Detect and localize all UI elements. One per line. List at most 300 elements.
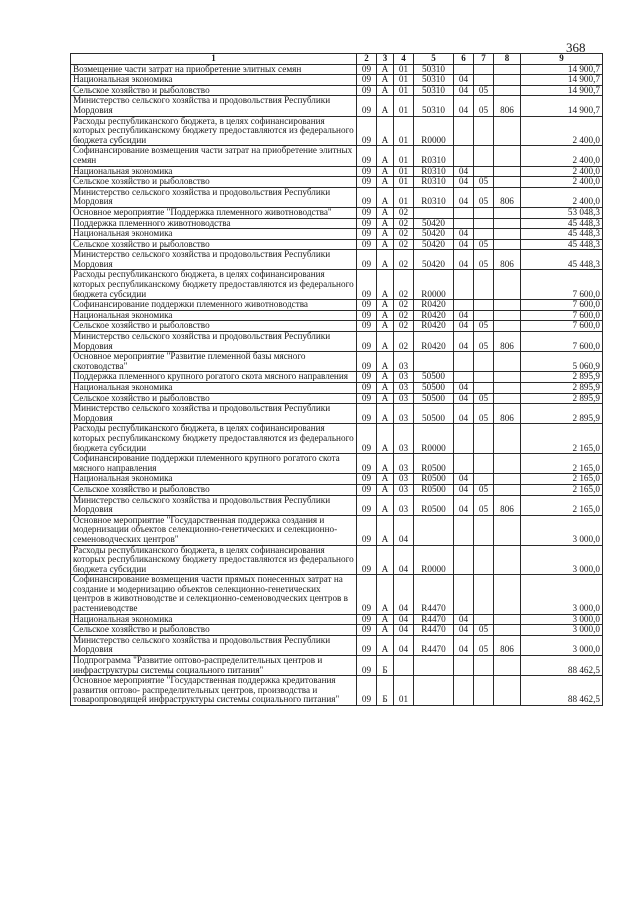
program-code-cell: 09: [357, 656, 377, 676]
amount-cell: 2 400,0: [521, 146, 603, 166]
subsection-code-cell: [474, 676, 494, 706]
subsection-code-cell: [474, 116, 494, 146]
amount-cell: 7 600,0: [521, 310, 603, 321]
program-code-cell: 09: [357, 166, 377, 177]
ministry-code-cell: [494, 352, 521, 372]
event-code-cell: 01: [394, 166, 414, 177]
section-code-cell: 04: [454, 484, 474, 495]
amount-cell: 3 000,0: [521, 625, 603, 636]
subsection-code-cell: 05: [474, 393, 494, 404]
amount-cell: 45 448,3: [521, 218, 603, 229]
amount-cell: 2 165,0: [521, 474, 603, 485]
row-name-cell: Расходы республиканского бюджета, в целях софинансирования которых республиканскому бюджету предоставляются из федерального бюджета субсидии: [71, 116, 357, 146]
direction-code-cell: 50310: [414, 75, 454, 86]
table-row: [71, 575, 603, 614]
ministry-code-cell: [494, 146, 521, 166]
program-code-cell: 09: [357, 625, 377, 636]
subsection-code-cell: [474, 352, 494, 372]
program-code-cell: 09: [357, 116, 377, 146]
direction-code-cell: 50420: [414, 218, 454, 229]
amount-cell: 3 000,0: [521, 614, 603, 625]
event-code-cell: 03: [394, 383, 414, 394]
amount-cell: 2 895,9: [521, 393, 603, 404]
program-code-cell: 09: [357, 383, 377, 394]
table-row: [71, 229, 603, 240]
row-name-cell: Сельское хозяйство и рыболовство: [71, 239, 357, 250]
event-code-cell: 03: [394, 474, 414, 485]
ministry-code-cell: 806: [494, 250, 521, 270]
row-name-cell: Подпрограмма "Развитие оптово-распределительных центров и инфраструктуры системы социального питания": [71, 656, 357, 676]
table-row: [71, 332, 603, 352]
ministry-code-cell: [494, 625, 521, 636]
ministry-code-cell: 806: [494, 187, 521, 207]
ministry-code-cell: [494, 372, 521, 383]
direction-code-cell: R0310: [414, 187, 454, 207]
amount-cell: 2 895,9: [521, 383, 603, 394]
subprogram-code-cell: А: [377, 614, 394, 625]
subsection-code-cell: 05: [474, 177, 494, 188]
subsection-code-cell: 05: [474, 250, 494, 270]
subprogram-code-cell: А: [377, 372, 394, 383]
header-cell: 5: [414, 54, 454, 65]
section-code-cell: 04: [454, 310, 474, 321]
event-code-cell: 02: [394, 300, 414, 311]
ministry-code-cell: [494, 270, 521, 300]
direction-code-cell: R0500: [414, 484, 454, 495]
event-code-cell: 04: [394, 614, 414, 625]
row-name-cell: Расходы республиканского бюджета, в целях софинансирования которых республиканскому бюджету предоставляются из федерального бюджета субсидии: [71, 270, 357, 300]
section-code-cell: 04: [454, 495, 474, 515]
ministry-code-cell: [494, 656, 521, 676]
section-code-cell: [454, 545, 474, 575]
direction-code-cell: R0310: [414, 166, 454, 177]
direction-code-cell: R0000: [414, 424, 454, 454]
ministry-code-cell: [494, 321, 521, 332]
ministry-code-cell: [494, 676, 521, 706]
row-name-cell: Министерство сельского хозяйства и продовольствия Республики Мордовия: [71, 187, 357, 207]
event-code-cell: 01: [394, 676, 414, 706]
event-code-cell: 02: [394, 218, 414, 229]
program-code-cell: 09: [357, 474, 377, 485]
section-code-cell: 04: [454, 614, 474, 625]
subprogram-code-cell: Б: [377, 676, 394, 706]
amount-cell: 2 165,0: [521, 484, 603, 495]
amount-cell: 2 400,0: [521, 116, 603, 146]
section-code-cell: [454, 454, 474, 474]
direction-code-cell: R4470: [414, 635, 454, 655]
table-row: [71, 372, 603, 383]
event-code-cell: 01: [394, 64, 414, 75]
table-row: [71, 625, 603, 636]
amount-cell: 2 895,9: [521, 372, 603, 383]
table-row: [71, 96, 603, 116]
subprogram-code-cell: А: [377, 96, 394, 116]
subprogram-code-cell: А: [377, 424, 394, 454]
amount-cell: 2 165,0: [521, 424, 603, 454]
subprogram-code-cell: А: [377, 474, 394, 485]
table-row: [71, 484, 603, 495]
subsection-code-cell: 05: [474, 625, 494, 636]
section-code-cell: 04: [454, 321, 474, 332]
subsection-code-cell: [474, 545, 494, 575]
header-cell: 7: [474, 54, 494, 65]
section-code-cell: 04: [454, 635, 474, 655]
table-row: [71, 352, 603, 372]
subprogram-code-cell: А: [377, 85, 394, 96]
subprogram-code-cell: А: [377, 187, 394, 207]
subprogram-code-cell: А: [377, 383, 394, 394]
table-row: [71, 656, 603, 676]
section-code-cell: [454, 64, 474, 75]
header-cell: 2: [357, 54, 377, 65]
table-row: [71, 404, 603, 424]
row-name-cell: Национальная экономика: [71, 75, 357, 86]
ministry-code-cell: [494, 424, 521, 454]
section-code-cell: [454, 424, 474, 454]
amount-cell: 7 600,0: [521, 300, 603, 311]
program-code-cell: 09: [357, 484, 377, 495]
event-code-cell: 01: [394, 177, 414, 188]
ministry-code-cell: [494, 310, 521, 321]
subsection-code-cell: [474, 474, 494, 485]
row-name-cell: Расходы республиканского бюджета, в целях софинансирования которых республиканскому бюджету предоставляются из федерального бюджета субсидии: [71, 424, 357, 454]
row-name-cell: Национальная экономика: [71, 166, 357, 177]
table-row: [71, 270, 603, 300]
subprogram-code-cell: Б: [377, 656, 394, 676]
subsection-code-cell: [474, 207, 494, 218]
program-code-cell: 09: [357, 575, 377, 614]
amount-cell: 88 462,5: [521, 676, 603, 706]
subprogram-code-cell: А: [377, 575, 394, 614]
table-row: [71, 146, 603, 166]
subprogram-code-cell: А: [377, 404, 394, 424]
program-code-cell: 09: [357, 310, 377, 321]
subsection-code-cell: [474, 614, 494, 625]
direction-code-cell: 50500: [414, 372, 454, 383]
row-name-cell: Сельское хозяйство и рыболовство: [71, 393, 357, 404]
row-name-cell: Расходы республиканского бюджета, в целях софинансирования которых республиканскому бюджету предоставляются из федерального бюджета субсидии: [71, 545, 357, 575]
amount-cell: 3 000,0: [521, 545, 603, 575]
ministry-code-cell: 806: [494, 495, 521, 515]
subsection-code-cell: 05: [474, 85, 494, 96]
subsection-code-cell: [474, 300, 494, 311]
amount-cell: 88 462,5: [521, 656, 603, 676]
subsection-code-cell: [474, 515, 494, 545]
program-code-cell: 09: [357, 454, 377, 474]
section-code-cell: 04: [454, 229, 474, 240]
section-code-cell: [454, 575, 474, 614]
ministry-code-cell: [494, 64, 521, 75]
subsection-code-cell: 05: [474, 321, 494, 332]
program-code-cell: 09: [357, 218, 377, 229]
subsection-code-cell: [474, 218, 494, 229]
table-row: [71, 635, 603, 655]
subsection-code-cell: [474, 229, 494, 240]
header-cell: 1: [71, 54, 357, 65]
subsection-code-cell: 05: [474, 495, 494, 515]
section-code-cell: 04: [454, 85, 474, 96]
event-code-cell: 02: [394, 332, 414, 352]
ministry-code-cell: [494, 85, 521, 96]
direction-code-cell: 50420: [414, 229, 454, 240]
table-row: [71, 218, 603, 229]
amount-cell: 2 400,0: [521, 166, 603, 177]
row-name-cell: Министерство сельского хозяйства и продовольствия Республики Мордовия: [71, 635, 357, 655]
program-code-cell: 09: [357, 239, 377, 250]
amount-cell: 2 895,9: [521, 404, 603, 424]
subprogram-code-cell: А: [377, 166, 394, 177]
direction-code-cell: R0310: [414, 177, 454, 188]
subprogram-code-cell: А: [377, 310, 394, 321]
amount-cell: 2 165,0: [521, 454, 603, 474]
direction-code-cell: R0420: [414, 300, 454, 311]
row-name-cell: Сельское хозяйство и рыболовство: [71, 484, 357, 495]
amount-cell: 45 448,3: [521, 250, 603, 270]
row-name-cell: Национальная экономика: [71, 229, 357, 240]
row-name-cell: Национальная экономика: [71, 474, 357, 485]
subsection-code-cell: [474, 656, 494, 676]
event-code-cell: 03: [394, 393, 414, 404]
section-code-cell: [454, 116, 474, 146]
program-code-cell: 09: [357, 614, 377, 625]
row-name-cell: Софинансирование возмещения части прямых понесенных затрат на создание и модернизацию объектов селекционно-генетических центров в животноводстве и селекционно-семеноводческих центров в растениеводстве: [71, 575, 357, 614]
event-code-cell: 01: [394, 75, 414, 86]
amount-cell: 2 400,0: [521, 177, 603, 188]
row-name-cell: Основное мероприятие "Государственная поддержка создания и модернизации объектов селекционно-генетических и селекционно-семеноводческих центров": [71, 515, 357, 545]
ministry-code-cell: [494, 393, 521, 404]
program-code-cell: 09: [357, 85, 377, 96]
ministry-code-cell: [494, 177, 521, 188]
direction-code-cell: 50500: [414, 404, 454, 424]
section-code-cell: 04: [454, 177, 474, 188]
table-row: [71, 207, 603, 218]
program-code-cell: 09: [357, 404, 377, 424]
direction-code-cell: 50420: [414, 250, 454, 270]
event-code-cell: 01: [394, 96, 414, 116]
budget-table: [70, 53, 603, 706]
subprogram-code-cell: А: [377, 146, 394, 166]
program-code-cell: 09: [357, 75, 377, 86]
event-code-cell: 01: [394, 85, 414, 96]
subprogram-code-cell: А: [377, 332, 394, 352]
row-name-cell: Министерство сельского хозяйства и продовольствия Республики Мордовия: [71, 250, 357, 270]
section-code-cell: 04: [454, 187, 474, 207]
program-code-cell: 09: [357, 64, 377, 75]
program-code-cell: 09: [357, 229, 377, 240]
program-code-cell: 09: [357, 321, 377, 332]
direction-code-cell: R0500: [414, 454, 454, 474]
subprogram-code-cell: А: [377, 300, 394, 311]
section-code-cell: 04: [454, 75, 474, 86]
header-cell: 3: [377, 54, 394, 65]
program-code-cell: 09: [357, 177, 377, 188]
amount-cell: 14 900,7: [521, 75, 603, 86]
section-code-cell: 04: [454, 383, 474, 394]
event-code-cell: 03: [394, 352, 414, 372]
amount-cell: 7 600,0: [521, 270, 603, 300]
section-code-cell: 04: [454, 332, 474, 352]
table-row: [71, 116, 603, 146]
section-code-cell: [454, 270, 474, 300]
table-row: [71, 393, 603, 404]
subsection-code-cell: [474, 166, 494, 177]
program-code-cell: 09: [357, 495, 377, 515]
direction-code-cell: 50310: [414, 96, 454, 116]
subsection-code-cell: 05: [474, 239, 494, 250]
program-code-cell: 09: [357, 393, 377, 404]
ministry-code-cell: [494, 116, 521, 146]
direction-code-cell: 50500: [414, 393, 454, 404]
row-name-cell: Министерство сельского хозяйства и продовольствия Республики Мордовия: [71, 96, 357, 116]
section-code-cell: 04: [454, 404, 474, 424]
direction-code-cell: [414, 656, 454, 676]
event-code-cell: 03: [394, 404, 414, 424]
header-cell: 4: [394, 54, 414, 65]
direction-code-cell: R0420: [414, 321, 454, 332]
event-code-cell: [394, 656, 414, 676]
subprogram-code-cell: А: [377, 545, 394, 575]
section-code-cell: [454, 515, 474, 545]
subprogram-code-cell: А: [377, 352, 394, 372]
table-row: [71, 250, 603, 270]
subprogram-code-cell: А: [377, 177, 394, 188]
program-code-cell: 09: [357, 352, 377, 372]
direction-code-cell: R4470: [414, 614, 454, 625]
event-code-cell: 02: [394, 310, 414, 321]
amount-cell: 7 600,0: [521, 332, 603, 352]
row-name-cell: Поддержка племенного животноводства: [71, 218, 357, 229]
amount-cell: 7 600,0: [521, 321, 603, 332]
subsection-code-cell: [474, 310, 494, 321]
amount-cell: 45 448,3: [521, 239, 603, 250]
section-code-cell: [454, 656, 474, 676]
section-code-cell: 04: [454, 166, 474, 177]
table-row: [71, 166, 603, 177]
row-name-cell: Софинансирование поддержки племенного крупного рогатого скота мясного направления: [71, 454, 357, 474]
event-code-cell: 01: [394, 187, 414, 207]
program-code-cell: 09: [357, 545, 377, 575]
direction-code-cell: [414, 352, 454, 372]
event-code-cell: 04: [394, 635, 414, 655]
ministry-code-cell: [494, 575, 521, 614]
amount-cell: 2 165,0: [521, 495, 603, 515]
ministry-code-cell: [494, 614, 521, 625]
subprogram-code-cell: А: [377, 64, 394, 75]
event-code-cell: 03: [394, 454, 414, 474]
program-code-cell: 09: [357, 146, 377, 166]
subsection-code-cell: 05: [474, 484, 494, 495]
ministry-code-cell: 806: [494, 96, 521, 116]
amount-cell: 45 448,3: [521, 229, 603, 240]
table-row: [71, 383, 603, 394]
ministry-code-cell: [494, 75, 521, 86]
subprogram-code-cell: А: [377, 515, 394, 545]
program-code-cell: 09: [357, 250, 377, 270]
section-code-cell: 04: [454, 474, 474, 485]
direction-code-cell: 50420: [414, 239, 454, 250]
subprogram-code-cell: А: [377, 393, 394, 404]
header-cell: 6: [454, 54, 474, 65]
event-code-cell: 02: [394, 239, 414, 250]
subsection-code-cell: [474, 424, 494, 454]
amount-cell: 14 900,7: [521, 64, 603, 75]
direction-code-cell: R0310: [414, 146, 454, 166]
event-code-cell: 03: [394, 372, 414, 383]
ministry-code-cell: [494, 474, 521, 485]
direction-code-cell: R4470: [414, 625, 454, 636]
program-code-cell: 09: [357, 207, 377, 218]
subsection-code-cell: [474, 64, 494, 75]
section-code-cell: [454, 146, 474, 166]
row-name-cell: Сельское хозяйство и рыболовство: [71, 177, 357, 188]
row-name-cell: Софинансирование возмещения части затрат на приобретение элитных семян: [71, 146, 357, 166]
amount-cell: 2 400,0: [521, 187, 603, 207]
event-code-cell: 01: [394, 146, 414, 166]
direction-code-cell: 50310: [414, 64, 454, 75]
direction-code-cell: R0500: [414, 495, 454, 515]
event-code-cell: 03: [394, 424, 414, 454]
row-name-cell: Основное мероприятие "Поддержка племенного животноводства": [71, 207, 357, 218]
ministry-code-cell: [494, 300, 521, 311]
direction-code-cell: R0500: [414, 474, 454, 485]
event-code-cell: 02: [394, 321, 414, 332]
row-name-cell: Национальная экономика: [71, 310, 357, 321]
table-row: [71, 300, 603, 311]
table-row: [71, 321, 603, 332]
subprogram-code-cell: А: [377, 218, 394, 229]
event-code-cell: 03: [394, 484, 414, 495]
subprogram-code-cell: А: [377, 116, 394, 146]
program-code-cell: 09: [357, 676, 377, 706]
event-code-cell: 04: [394, 515, 414, 545]
ministry-code-cell: [494, 484, 521, 495]
section-code-cell: [454, 218, 474, 229]
program-code-cell: 09: [357, 372, 377, 383]
subsection-code-cell: 05: [474, 635, 494, 655]
table-row: [71, 310, 603, 321]
table-row: [71, 187, 603, 207]
program-code-cell: 09: [357, 332, 377, 352]
ministry-code-cell: [494, 166, 521, 177]
amount-cell: 3 000,0: [521, 635, 603, 655]
program-code-cell: 09: [357, 424, 377, 454]
ministry-code-cell: [494, 515, 521, 545]
row-name-cell: Сельское хозяйство и рыболовство: [71, 625, 357, 636]
section-code-cell: 04: [454, 625, 474, 636]
table-row: [71, 454, 603, 474]
table-row: [71, 64, 603, 75]
section-code-cell: 04: [454, 250, 474, 270]
event-code-cell: 04: [394, 575, 414, 614]
direction-code-cell: R0420: [414, 332, 454, 352]
subprogram-code-cell: А: [377, 207, 394, 218]
row-name-cell: Министерство сельского хозяйства и продовольствия Республики Мордовия: [71, 495, 357, 515]
table-row: [71, 515, 603, 545]
subsection-code-cell: 05: [474, 187, 494, 207]
row-name-cell: Поддержка племенного крупного рогатого скота мясного направления: [71, 372, 357, 383]
ministry-code-cell: [494, 207, 521, 218]
subprogram-code-cell: А: [377, 625, 394, 636]
ministry-code-cell: 806: [494, 332, 521, 352]
direction-code-cell: 50310: [414, 85, 454, 96]
subsection-code-cell: [474, 146, 494, 166]
event-code-cell: 02: [394, 250, 414, 270]
direction-code-cell: R0420: [414, 310, 454, 321]
direction-code-cell: R0000: [414, 116, 454, 146]
subsection-code-cell: [474, 575, 494, 614]
subsection-code-cell: [474, 372, 494, 383]
event-code-cell: 02: [394, 270, 414, 300]
